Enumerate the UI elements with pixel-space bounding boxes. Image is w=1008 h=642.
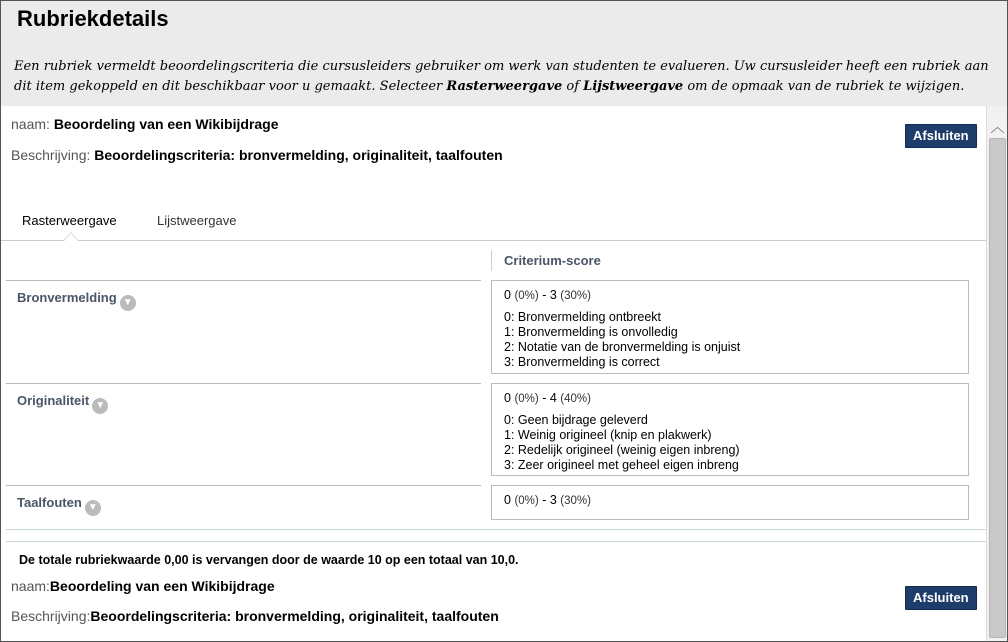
top-name-field (11, 116, 279, 132)
bottom-name-field (11, 578, 275, 594)
score-range (504, 493, 956, 509)
section-divider (6, 541, 986, 542)
close-button-top[interactable]: Afsluiten (905, 124, 977, 148)
chevron-down-icon[interactable]: ▼ (85, 500, 101, 516)
scrollbar-thumb[interactable] (989, 138, 1006, 638)
chevron-down-icon[interactable]: ▼ (92, 398, 108, 414)
bottom-name-value: Beoordeling van een Wikibijdrage (49, 578, 275, 594)
score-range (504, 391, 956, 407)
page-header (1, 1, 1007, 106)
criterion-bronvermelding[interactable] (17, 290, 136, 311)
criterion-originaliteit[interactable] (17, 393, 108, 414)
intro-grid-view-ref: Rasterweergave (446, 79, 563, 94)
intro-list-view-ref: Lijstweergave (583, 79, 684, 94)
bottom-description-label: Beschrijving: (11, 608, 91, 624)
scroll-up-arrow-icon[interactable]: ︿ (990, 119, 1005, 135)
intro-part-3: om de opmaak van de rubriek te wijzigen. (683, 79, 965, 94)
score-min-pct: (0%) (514, 393, 539, 405)
criterion-score-cell (491, 383, 969, 476)
intro-part-2: of (562, 79, 584, 94)
vertical-scrollbar[interactable] (986, 106, 1008, 641)
score-max-pct: (40%) (560, 393, 591, 405)
tab-grid-view[interactable]: Rasterweergave (22, 213, 117, 228)
criterion-name: Taalfouten (17, 495, 82, 510)
level-description: 3: Zeer origineel met geheel eigen inbreng (504, 458, 739, 472)
criterion-score-cell (491, 280, 969, 374)
top-description-field (11, 147, 503, 163)
row-divider (6, 485, 481, 486)
level-description: 2: Notatie van de bronvermelding is onjuist (504, 340, 741, 354)
bottom-description-value: Beoordelingscriteria: bronvermelding, originaliteit, taalfouten (90, 608, 499, 624)
level-description: 3: Bronvermelding is correct (504, 355, 660, 369)
criterion-name: Originaliteit (17, 393, 90, 408)
top-name-value: Beoordeling van een Wikibijdrage (53, 116, 279, 132)
total-score-note: De totale rubriekwaarde 0,00 is vervangen door de waarde 10 op een totaal van 10,0. (19, 553, 519, 567)
section-divider (6, 529, 986, 530)
score-dash: - (542, 288, 547, 302)
score-max: 3 (549, 288, 557, 302)
score-min-pct: (0%) (514, 290, 539, 302)
score-min: 0 (504, 288, 511, 302)
level-description: 0: Geen bijdrage geleverd (504, 413, 648, 427)
score-max-pct: (30%) (560, 290, 591, 302)
bottom-name-label: naam: (11, 578, 50, 594)
criterion-name: Bronvermelding (17, 290, 117, 305)
page-title: Rubriekdetails (17, 6, 169, 31)
score-min-pct: (0%) (514, 495, 539, 507)
level-description: 0: Bronvermelding ontbreekt (504, 310, 662, 324)
score-range (504, 288, 956, 304)
criterion-taalfouten[interactable] (17, 495, 101, 516)
row-divider (6, 280, 481, 281)
chevron-down-icon[interactable]: ▼ (120, 295, 136, 311)
bottom-description-field (11, 608, 499, 624)
criterion-score-cell (491, 485, 969, 520)
score-max: 3 (549, 493, 557, 507)
intro-text (14, 57, 994, 97)
top-description-label: Beschrijving: (11, 147, 91, 163)
rubric-content (1, 106, 986, 641)
score-dash: - (542, 493, 547, 507)
score-max-pct: (30%) (560, 495, 591, 507)
active-tab-indicator-fill (64, 233, 78, 241)
row-divider (6, 383, 481, 384)
level-description: 1: Bronvermelding is onvolledig (504, 325, 678, 339)
criterion-score-header: Criterium-score (491, 250, 969, 271)
top-name-label: naam: (11, 116, 50, 132)
score-min: 0 (504, 391, 511, 405)
score-min: 0 (504, 493, 511, 507)
score-max: 4 (549, 391, 557, 405)
view-tabs (1, 200, 986, 241)
tab-list-view[interactable]: Lijstweergave (157, 213, 237, 228)
level-description: 2: Redelijk origineel (weinig eigen inbreng) (504, 443, 740, 457)
top-description-value: Beoordelingscriteria: bronvermelding, originaliteit, taalfouten (94, 147, 503, 163)
score-dash: - (542, 391, 547, 405)
level-description: 1: Weinig origineel (knip en plakwerk) (504, 428, 712, 442)
intro-part-1: Een rubriek vermeldt beoordelingscriteria die cursusleiders gebruiker om werk van studenten te evalueren. Uw cursusleider heeft een rubriek aan dit item gekoppeld en dit beschikbaar voor u gemaakt. Selecteer (14, 59, 989, 94)
close-button-bottom[interactable]: Afsluiten (905, 586, 977, 610)
